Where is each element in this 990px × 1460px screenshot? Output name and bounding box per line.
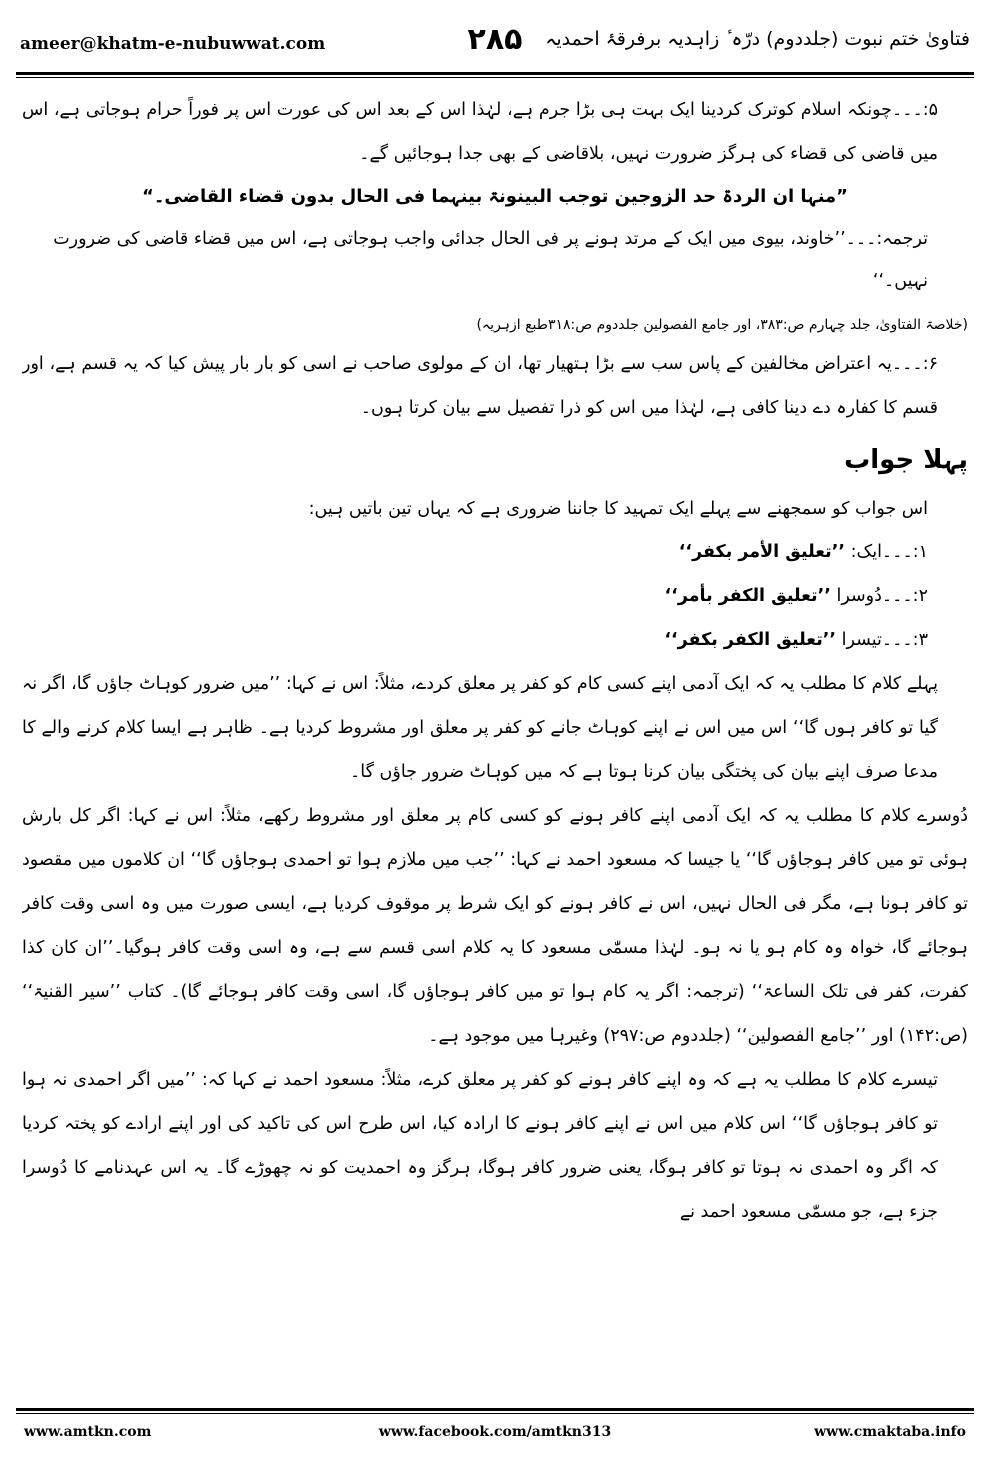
page-content (22, 88, 968, 1388)
list-item (22, 618, 928, 662)
page-footer (16, 1422, 974, 1446)
footer-rule (16, 1408, 974, 1411)
header-rule (16, 72, 974, 75)
list-number: ۲:۔۔۔دُوسرا (836, 586, 928, 606)
intro-paragraph: اس جواب کو سمجھنے سے پہلے ایک تمہید کا جاننا ضروری ہے کہ یہاں تین باتیں ہیں: (308, 499, 928, 519)
list-text: ’’تعلیق الکفر بکفر‘‘ (664, 630, 837, 650)
header-email: ameer@khatm-e-nubuwwat.com (20, 34, 326, 54)
footer-link-facebook[interactable]: www.facebook.com/amtkn313 (378, 1424, 612, 1440)
paragraph-second-explanation: دُوسرے کلام کا مطلب یہ کہ ایک آدمی اپنے کافر ہونے کو کسی کام پر معلق اور مشروط رکھے، مثلاً: اس نے کہا: اگر کل بارش ہوئی تو میں کافر ہوجاؤں گا‘‘ یا جیسا کہ مسعود احمد نے کہا: ’’جب میں ملازم ہوا تو احمدی ہوجاؤں گا‘‘ ان کلاموں میں مقصود تو کافر ہونا ہے، مگر فی الحال نہیں، اس نے کافر ہونے کو ایک شرط پر موقوف کردیا ہے، ایسی صورت میں وہ اسی وقت کافر ہوجائے گا، خواہ وہ کام ہو یا نہ ہو۔ لہٰذا مسمّٰی مسعود کا یہ کلام اسی قسم سے ہے، وہ اسی وقت کافر ہوگیا۔’’ان کان کذا کفرت، کفر فی تلک الساعۃ‘‘ (ترجمہ: اگر یہ کام ہوا تو میں کافر ہوجاؤں گا، اسی وقت کافر ہوجائے گا)۔ کتاب ’’سیر القنیۃ‘‘ (ص:۱۴۲) اور ’’جامع الفصولین‘‘ (جلددوم ص:۲۹۷) وغیرہا میں موجود ہے۔ (22, 806, 968, 1046)
list-number: ۳:۔۔۔تیسرا (841, 630, 928, 650)
footer-link-cmaktaba[interactable]: www.cmaktaba.info (814, 1424, 966, 1440)
paragraph-first-explanation: پہلے کلام کا مطلب یہ کہ ایک آدمی اپنے کسی کام کو کفر پر معلق کردے، مثلاً: اس نے کہا: ’’میں ضرور کوہاٹ جاؤں گا، اگر نہ گیا تو کافر ہوں گا‘‘ اس میں اس نے اپنے کوہاٹ جانے کو کفر پر معلق اور مشروط کردیا ہے۔ ظاہر ہے ایسا کلام کرنے والے کا مدعا صرف اپنے بیان کی پختگی بیان کرنا ہوتا ہے کہ میں کوہاٹ ضرور جاؤں گا۔ (22, 674, 938, 782)
book-title: فتاویٰ ختم نبوت (جلددوم) درّہ ٔ زاہدیہ برفرقۂ احمدیہ (545, 28, 970, 50)
paragraph-5: ۵:۔۔۔چونکہ اسلام کوترک کردینا ایک بہت ہی بڑا جرم ہے، لہٰذا اس کے بعد اس کی عورت اس پر فوراً حرام ہوجاتی ہے، اس میں قاضی کی قضاء کی ہرگز ضرورت نہیں، بلاقاضی کے بھی جدا ہوجائیں گے۔ (22, 100, 938, 164)
paragraph-third-explanation: تیسرے کلام کا مطلب یہ ہے کہ وہ اپنے کافر ہونے کو کفر پر معلق کرے، مثلاً: مسعود احمد نے کہا کہ: ’’میں اگر احمدی نہ ہوا تو کافر ہوجاؤں گا‘‘ اس کلام میں اس نے اپنے کافر ہونے کا ارادہ کیا، اس طرح اس کی تاکید کی اور اپنے ارادے کو پختہ کردیا کہ اگر وہ احمدی نہ ہوتا تو کافر ہوگا، یعنی ضرور کافر ہوگا، ہرگز وہ احمدیت کو نہ چھوڑے گا۔ یہ اس عہدنامے کا دُوسرا جزء ہے، جو مسمّٰی مسعود احمد نے (22, 1070, 938, 1222)
paragraph-6: ۶:۔۔۔یہ اعتراض مخالفین کے پاس سب سے بڑا ہتھیار تھا، ان کے مولوی صاحب نے اسی کو بار بار پیش کیا کہ یہ قسم ہے، اور قسم کا کفارہ دے دینا کافی ہے، لہٰذا میں اس کو ذرا تفصیل سے بیان کرتا ہوں۔ (22, 354, 938, 418)
section-heading: پہلا جواب (844, 445, 968, 475)
list-number: ۱:۔۔۔ایک: (850, 542, 928, 562)
list-item (22, 574, 928, 618)
footer-rule-thin (16, 1413, 974, 1414)
page-header (16, 22, 974, 66)
list-text: ’’تعلیق الکفر بأمر‘‘ (664, 586, 831, 606)
reference-citation: (خلاصۃ الفتاویٰ، جلد چہارم ص:۳۸۳، اور جامع الفصولین جلددوم ص:۳۱۸طبع ازہریہ) (476, 317, 968, 333)
page-number: ۲۸۵ (467, 22, 523, 57)
header-rule-thin (16, 77, 974, 78)
footer-link-amtkn[interactable]: www.amtkn.com (24, 1424, 152, 1440)
list-item (22, 530, 928, 574)
list-text: ’’تعلیق الأمر بکفر‘‘ (678, 542, 846, 562)
translation: ترجمہ:۔۔۔’’خاوند، بیوی میں ایک کے مرتد ہونے پر فی الحال جدائی واجب ہوجاتی ہے، اس میں قضاء قاضی کی ضرورت نہیں۔‘‘ (53, 229, 928, 291)
arabic-quote: ”منہا ان الردۃ حد الزوجین توجب البینونۃ بینہما فی الحال بدون قضاء القاضی۔“ (141, 186, 849, 207)
